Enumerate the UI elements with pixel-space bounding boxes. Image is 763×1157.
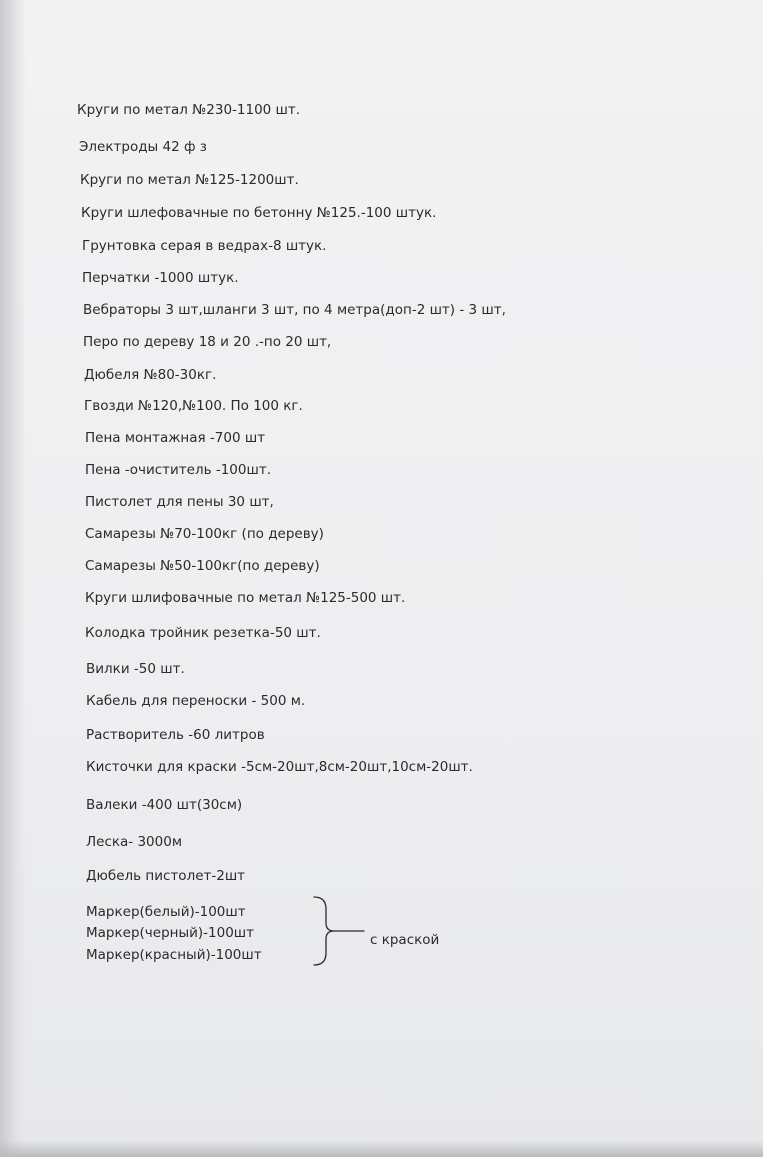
- list-item: Вилки -50 шт.: [86, 661, 185, 677]
- list-item: Самарезы №70-100кг (по дереву): [85, 526, 324, 542]
- list-item: Перо по дереву 18 и 20 .-по 20 шт,: [83, 334, 332, 350]
- list-item: Колодка тройник резетка-50 шт.: [85, 625, 321, 641]
- marker-item: Маркер(черный)-100шт: [86, 925, 255, 941]
- list-item: Круги по метал №125-1200шт.: [80, 172, 299, 188]
- curly-brace-icon: [306, 895, 366, 967]
- marker-item: Маркер(красный)-100шт: [86, 947, 262, 963]
- list-item: Пена монтажная -700 шт: [85, 430, 266, 446]
- list-item: Дюбель пистолет-2шт: [86, 868, 246, 884]
- list-item: Перчатки -1000 штук.: [82, 270, 239, 286]
- page-bottom-shadow: [0, 1140, 763, 1157]
- list-item: Кисточки для краски -5см-20шт,8см-20шт,10см-20шт.: [86, 759, 473, 775]
- brace-note: с краской: [370, 931, 440, 948]
- list-item: Грунтовка серая в ведрах-8 штук.: [82, 238, 327, 254]
- list-item: Пистолет для пены 30 шт,: [85, 494, 274, 510]
- list-item: Электроды 42 ф з: [79, 139, 207, 155]
- page-left-shadow: [0, 0, 26, 1157]
- list-item: Круги шлифовачные по метал №125-500 шт.: [85, 590, 406, 606]
- list-item: Круги шлефовачные по бетонну №125.-100 штук.: [81, 205, 437, 221]
- list-item: Круги по метал №230-1100 шт.: [77, 102, 301, 118]
- list-item: Кабель для переноски - 500 м.: [86, 693, 306, 709]
- list-item: Леска- 3000м: [86, 834, 183, 850]
- marker-item: Маркер(белый)-100шт: [86, 904, 246, 920]
- list-item: Растворитель -60 литров: [86, 727, 265, 743]
- list-item: Валеки -400 шт(30см): [86, 797, 243, 813]
- list-item: Самарезы №50-100кг(по дереву): [85, 558, 320, 574]
- list-item: Дюбеля №80-30кг.: [84, 367, 217, 383]
- list-item: Вебраторы 3 шт,шланги 3 шт, по 4 метра(доп-2 шт) - 3 шт,: [83, 302, 506, 318]
- list-item: Гвозди №120,№100. По 100 кг.: [84, 398, 303, 414]
- list-item: Пена -очиститель -100шт.: [85, 462, 271, 478]
